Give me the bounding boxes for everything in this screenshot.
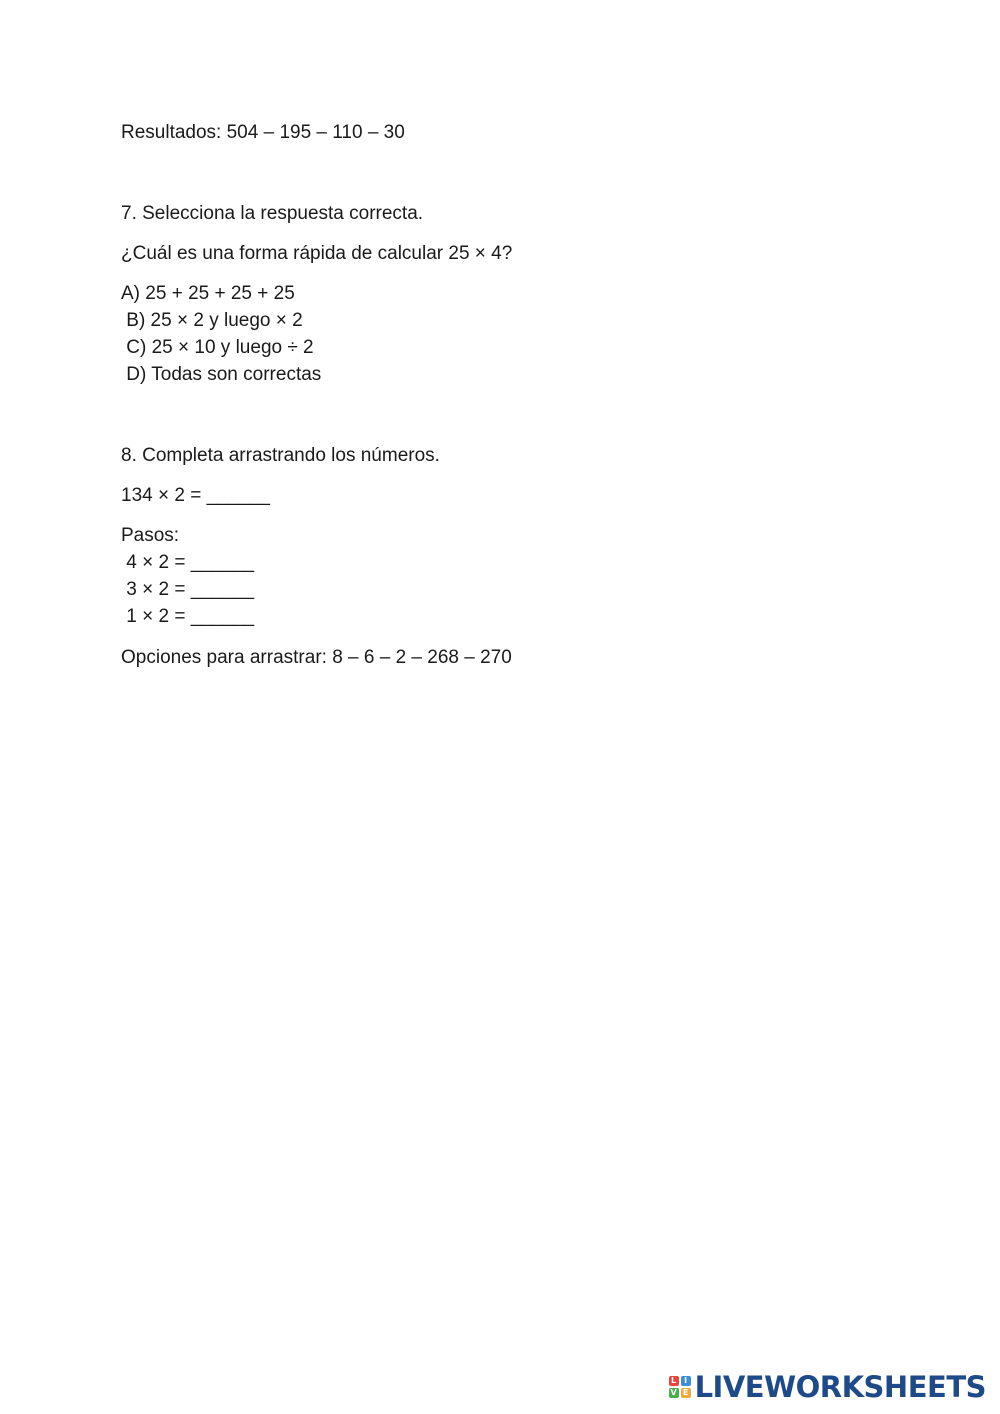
logo-text: LIVEWORKSHEETS <box>694 1370 986 1404</box>
q7-question: ¿Cuál es una forma rápida de calcular 25 × 4? <box>121 243 513 264</box>
results-line: Resultados: 504 – 195 – 110 – 30 <box>121 122 405 143</box>
logo-letter-e: E <box>681 1388 691 1398</box>
q8-step-1[interactable]: 4 × 2 = ______ <box>121 552 255 573</box>
q7-option-a[interactable]: A) 25 + 25 + 25 + 25 <box>121 283 295 304</box>
q8-step-2[interactable]: 3 × 2 = ______ <box>121 579 255 600</box>
q7-title: 7. Selecciona la respuesta correcta. <box>121 203 424 224</box>
q7-option-b[interactable]: B) 25 × 2 y luego × 2 <box>121 310 303 331</box>
q8-title: 8. Completa arrastrando los números. <box>121 445 440 466</box>
q8-drag-options: Opciones para arrastrar: 8 – 6 – 2 – 268 – 270 <box>121 647 512 668</box>
q7-option-d[interactable]: D) Todas son correctas <box>121 364 322 385</box>
q8-steps-label: Pasos: <box>121 525 180 546</box>
logo-letter-i: I <box>681 1376 691 1386</box>
logo-mark-icon <box>669 1376 691 1398</box>
logo-letter-v: V <box>670 1388 677 1397</box>
q8-step-3[interactable]: 1 × 2 = ______ <box>121 606 255 627</box>
q8-equation[interactable]: 134 × 2 = ______ <box>121 485 270 506</box>
q7-option-c[interactable]: C) 25 × 10 y luego ÷ 2 <box>121 337 314 358</box>
logo-letter-l: L <box>669 1376 679 1386</box>
liveworksheets-logo <box>669 1370 986 1404</box>
